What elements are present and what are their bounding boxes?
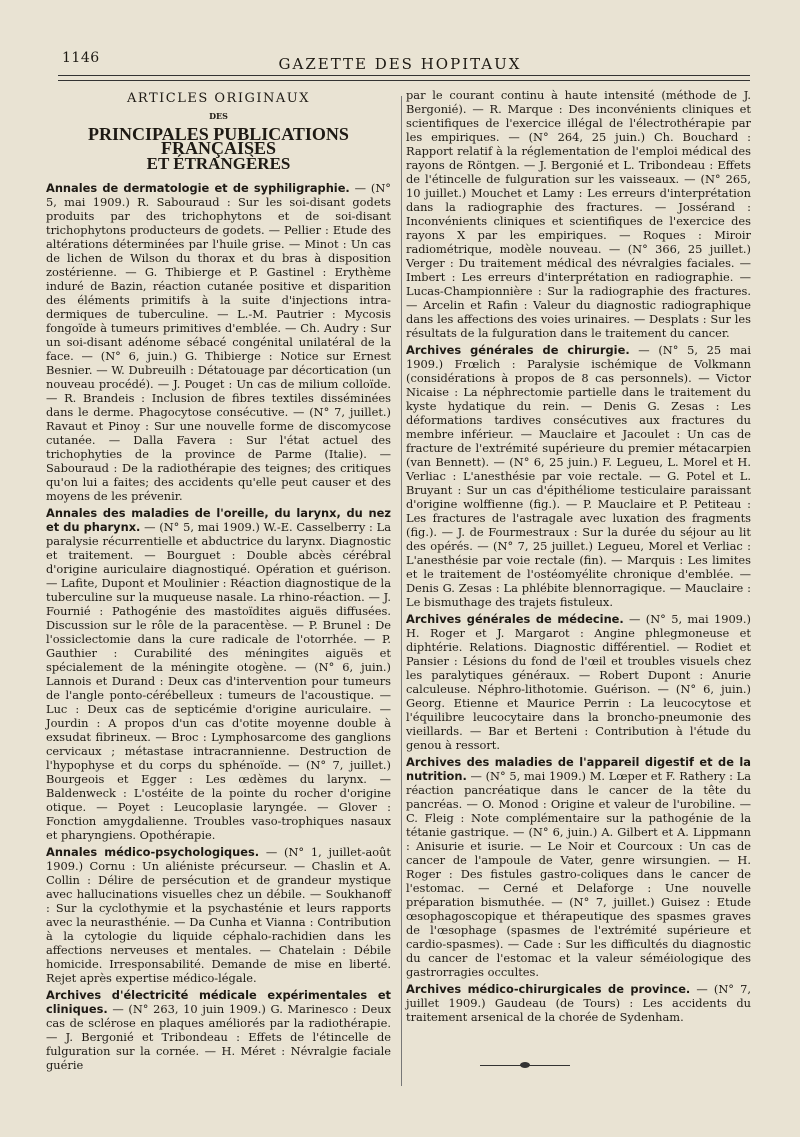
entry-text: — (N° 5, 25 mai 1909.) Frœlich : Paralysie ischémique de Volkmann (considérations à propos de 8 cas personnels). — Victor Nicaise : La néphrectomie partielle dans le traitement du kyste hydatique du rein. — Denis G. Zesas : Les déformations tardives consécutives aux fractures du membre inférieur. — Mauclaire et Jacoulet : Un cas de fracture de l'extrémité supérieure du premier métacarpien (van Bennett). — (N° 6, 25 juin.) F. Legueu, L. Morel et H. Verliac : L'anesthésie par voie rectale. — G. Potel et L. Bruyant : Sur un cas d'épithéliome testiculaire paraissant d'origine wolffienne (fig.). — P. Mauclaire et P. Petiteau : Les fractures de l'astragale avec luxation des fragments (fig.). — J. de Fourmestraux : Sur la durée du séjour au lit des opérés. — (N° 7, 25 juillet.) Legueu, Morel et Verliac : L'anesthésie par voie rectale (fin). — Marquis : Les limites et le traitement de l'ostéomyélite chronique d'emblée. — Denis G. Zesas : La phlébite blennorragique. — Mauclaire : Le bismuthage des trajets fistuleux. xyxy=(406,343,751,609)
journal-name: Archives d'électricité médicale expérimentales et cliniques. xyxy=(46,988,391,1016)
entry-text: — (N° 5, mai 1909.) H. Roger et J. Margarot : Angine phlegmoneuse et diphtérie. Relations. Diagnostic différentiel. — Rodiet et Pansier : Lésions du fond de l'œil et troubles visuels chez les paralytiques généraux. — Robert Dupont : Anurie calculeuse. Néphro-lithotomie. Guérison. — (N° 6, juin.) Georg. Etienne et Maurice Perrin : La leucocytose et l'équilibre leucocytaire dans la broncho-pneumonie des vieillards. — Bar et Berteni : Contribution à l'étude du genou à ressort. xyxy=(406,612,751,752)
journal-name: Archives générales de médecine. xyxy=(406,612,624,626)
page-number: 1146 xyxy=(62,50,100,66)
review-entry xyxy=(406,343,751,609)
header-rule-bottom xyxy=(58,80,750,81)
header-rule-top xyxy=(58,75,750,76)
section-heading-des: DES xyxy=(209,111,228,121)
main-heading-line1: PRINCIPALES PUBLICATIONS FRANÇAISES xyxy=(88,124,349,158)
journal-name: Archives générales de chirurgie. xyxy=(406,343,630,357)
journal-name: Annales de dermatologie et de syphiligraphie. xyxy=(46,181,350,195)
journal-name: Archives des maladies de l'appareil digestif et de la nutrition. xyxy=(406,755,751,783)
review-entry xyxy=(46,988,391,1072)
journal-name: Archives médico-chirurgicales de province. xyxy=(406,982,691,996)
entry-text: — (N° 7, juillet 1909.) Gaudeau (de Tours) : Les accidents du traitement arsenical de la chorée de Sydenham. xyxy=(406,982,752,1024)
end-ornament xyxy=(480,1062,570,1068)
journal-name: Annales des maladies de l'oreille, du larynx, du nez et du pharynx. xyxy=(46,506,391,534)
review-entry xyxy=(406,982,751,1024)
review-entry xyxy=(406,755,751,979)
section-heading-articles: ARTICLES ORIGINAUX xyxy=(127,91,310,106)
column-divider xyxy=(401,96,402,1086)
review-entry xyxy=(46,845,391,985)
journal-name: Annales médico-psychologiques. xyxy=(46,845,260,859)
right-column xyxy=(406,88,751,1027)
main-heading-line2: ET ÉTRANGÈRES xyxy=(146,154,291,173)
entry-text: — (N° 263, 10 juin 1909.) G. Marinesco : Deux cas de sclérose en plaques améliorés par la radiothérapie. — J. Bergonié et Tribondeau : Effets de l'étincelle de fulguration sur la cornée. — H. Méret : Névralgie faciale guérie xyxy=(46,1002,391,1072)
review-entry-continued xyxy=(406,88,751,340)
journal-title: GAZETTE DES HOPITAUX xyxy=(278,55,522,73)
entry-text: — (N° 5, mai 1909.) M. Lœper et F. Rathery : La réaction pancréatique dans le cancer de la tête du pancréas. — O. Monod : Origine et valeur de l'urobiline. — C. Fleig : Note complémentaire sur la pathogénie de la tétanie gastrique. — (N° 6, juin.) A. Gilbert et A. Lippmann : Anisurie et isurie. — Le Noir et Courcoux : Un cas de cancer de l'ampoule de Vater, genre wirsungien. — H. Roger : Des fistules gastro-coliques dans le cancer de l'estomac. — Cerné et Delaforge : Une nouvelle préparation bismuthée. — (N° 7, juillet.) Guisez : Etude œsophagoscopique et thérapeutique des spasmes graves de l'œsophage (spasmes de l'extrémité supérieure et cardio-spasmes). — Cade : Sur les difficultés du diagnostic du cancer de l'estomac et la valeur séméiologique des gastrorragies occultes. xyxy=(406,769,751,979)
entry-text: par le courant continu à haute intensité (méthode de J. Bergonié). — R. Marque : Des inconvénients cliniques et scientifiques de l'exercice illégal de l'électrothérapie par les empiriques. — (N° 264, 25 juin.) Ch. Bouchard : Rapport relatif à la réglementation de l'emploi médical des rayons de Röntgen. — J. Bergonié et L. Tribondeau : Effets de l'étincelle de fulguration sur les vaisseaux. — (N° 265, 10 juillet.) Mouchet et Lamy : Les erreurs d'interprétation dans la radiographie des fractures. — Jossérand : Inconvénients cliniques et scientifiques de l'exercice des rayons X par les empiriques. — Roques : Miroir radiométrique, modèle nouveau. — (N° 366, 25 juillet.) Verger : Du traitement médical des névralgies faciales. — Imbert : Les erreurs d'interprétation en radiographie. — Lucas-Championnière : Sur la radiographie des fractures. — Arcelin et Rafin : Valeur du diagnostic radiographique dans les affections des voies urinaires. — Desplats : Sur les résultats de la fulguration dans le traitement du cancer. xyxy=(406,88,751,340)
entry-text: — (N° 5, mai 1909.) R. Sabouraud : Sur les soi-disant godets produits par des trichophytons et de soi-disant trichophytons producteurs de godets. — Pellier : Etude des altérations déterminées par l'huile grise. — Minot : Un cas de lichen de Wilson du thorax et du bras à disposition zostérienne. — G. Thibierge et P. Gastinel : Erythème induré de Bazin, réaction cutanée positive et disparition des éléments primitifs à la suite d'injections intra-dermiques de tuberculine. — L.-M. Pautrier : Mycosis fongoïde à tumeurs primitives d'emblée. — Ch. Audry : Sur un soi-disant adénome sébacé congénital unilatéral de la face. — (N° 6, juin.) G. Thibierge : Notice sur Ernest Besnier. — W. Dubreuilh : Détatouage par décortication (un nouveau procédé). — J. Pouget : Un cas de milium colloïde. — R. Brandeis : Inclusion de fibres textiles disséminées dans le derme. Phagocytose consécutive. — (N° 7, juillet.) Ravaut et Pinoy : Sur une nouvelle forme de discomycose cutanée. — Dalla Favera : Sur l'état actuel des trichophyties de la province de Parme (Italie). — Sabouraud : De la radiothérapie des teignes; des critiques qu'on lui a faites; des accidents qu'elle peut causer et des moyens de les prévenir. xyxy=(46,181,391,503)
left-column xyxy=(46,88,391,1075)
review-entry xyxy=(46,181,391,503)
entry-text: — (N° 1, juillet-août 1909.) Cornu : Un aliéniste précurseur. — Chaslin et A. Collin : Délire de persécution et de grandeur mystique avec hallucinations visuelles chez un débile. — Soukhanoff : Sur la cyclothymie et la psychasténie et leurs rapports avec la neurasthénie. — Da Cunha et Vianna : Contribution à la cytologie du liquide céphalo-rachidien dans les affections nerveuses et mentales. — Chatelain : Débile homicide. Irresponsabilité. Demande de mise en liberté. Rejet après expertise médico-légale. xyxy=(46,845,392,985)
review-entry xyxy=(46,506,391,842)
entry-text: — (N° 5, mai 1909.) W.-E. Casselberry : La paralysie récurrentielle et abductrice du larynx. Diagnostic et traitement. — Bourguet : Double abcès cérébral d'origine auriculaire diagnostiqué. Opération et guérison. — Lafite, Dupont et Moulinier : Réaction diagnostique de la tuberculine sur la muqueuse nasale. La rhino-réaction. — J. Fournié : Pathogénie des mastoïdites aiguës diffusées. Discussion sur le rôle de la paracentèse. — P. Brunel : De l'ossiclectomie dans la cure radicale de l'otorrhée. — P. Gauthier : Curabilité des méningites aiguës et spécialement de la méningite otogène. — (N° 6, juin.) Lannois et Durand : Deux cas d'intervention pour tumeurs de l'angle ponto-cérébelleux : tumeurs de l'acoustique. — Luc : Deux cas de septicémie d'origine auriculaire. — Jourdin : A propos d'un cas d'otite moyenne double à exsudat fibrineux. — Broc : Lymphosarcome des ganglions cervicaux ; métastase intracrannienne. Destruction de l'hypophyse et du corps du sphénoïde. — (N° 7, juillet.) Bourgeois et Egger : Les œdèmes du larynx. — Baldenweck : L'ostéite de la pointe du rocher d'origine otique. — Poyet : Leucoplasie laryngée. — Glover : Fonction amygdalienne. Troubles vaso-trophiques nasaux et pharyngiens. Opothérapie. xyxy=(46,520,391,842)
review-entry xyxy=(406,612,751,752)
